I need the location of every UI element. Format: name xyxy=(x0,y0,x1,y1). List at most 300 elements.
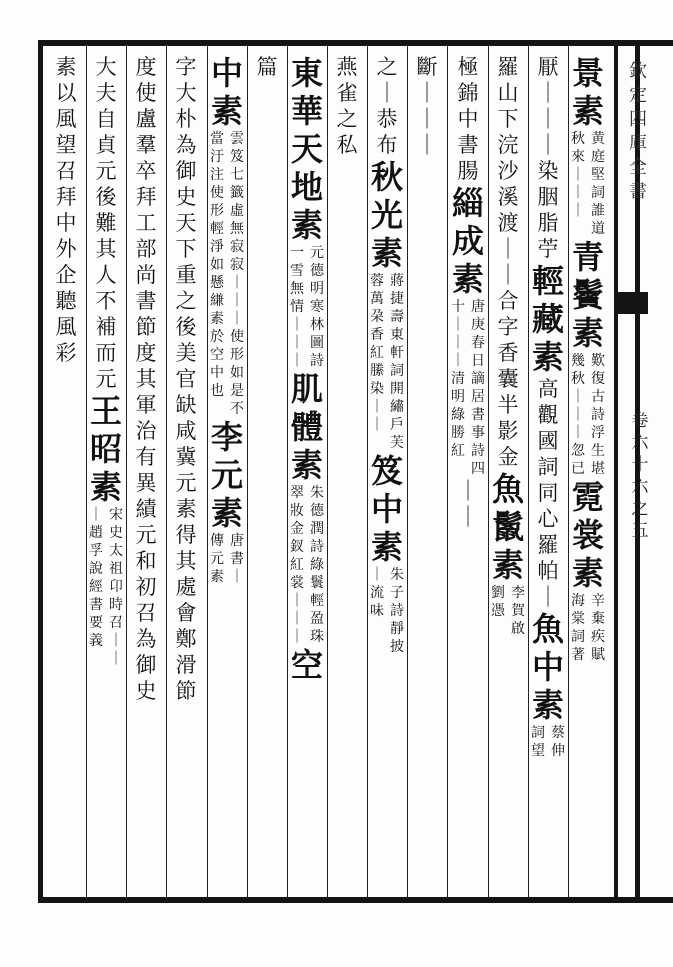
commentary-character: 唐 xyxy=(230,533,244,549)
commentary-character: 使 xyxy=(230,329,244,345)
commentary-character: 清 xyxy=(451,371,465,387)
headword xyxy=(568,554,608,592)
body-character: 篇 xyxy=(256,55,278,79)
commentary-character: ｜ xyxy=(290,317,304,333)
headword xyxy=(488,508,528,546)
headword xyxy=(528,338,568,376)
commentary-character: 情 xyxy=(290,299,304,315)
body-character: 部 xyxy=(135,237,157,261)
commentary-character: 庚 xyxy=(471,317,485,333)
body-character: 私 xyxy=(336,133,358,157)
headword xyxy=(448,260,488,298)
commentary-character: 德 xyxy=(310,503,324,519)
commentary-line xyxy=(388,566,406,656)
body-character: 書 xyxy=(135,289,157,313)
body-character: ｜ xyxy=(537,585,559,609)
commentary-character: 寂 xyxy=(230,257,244,273)
commentary-twin-column xyxy=(529,724,567,760)
text-column xyxy=(405,54,449,894)
fish-tail-mark xyxy=(618,292,648,314)
commentary-character: 勝 xyxy=(451,425,465,441)
commentary-character: 祖 xyxy=(109,561,123,577)
commentary-character: 古 xyxy=(591,389,605,405)
body-character: 御 xyxy=(175,159,197,183)
body-character: 績 xyxy=(135,497,157,521)
commentary-character: 憑 xyxy=(491,603,505,619)
commentary-character: 戶 xyxy=(390,417,404,433)
text-column xyxy=(486,54,530,894)
body-character: 其 xyxy=(95,237,117,261)
body-character: 其 xyxy=(135,367,157,391)
commentary-character: ｜ xyxy=(109,651,123,667)
commentary-character: 虛 xyxy=(230,203,244,219)
commentary-line xyxy=(107,506,125,668)
headword-character: 素 xyxy=(531,338,564,376)
body-character: ｜ xyxy=(416,133,438,157)
text-column xyxy=(245,54,289,894)
text-column xyxy=(124,54,168,894)
commentary-character: 卬 xyxy=(109,579,123,595)
commentary-character: 趙 xyxy=(89,525,103,541)
commentary-character: 劉 xyxy=(491,585,505,601)
body-character: 山 xyxy=(497,81,519,105)
headword-character: 地 xyxy=(290,168,323,206)
commentary-character: 謫 xyxy=(471,371,485,387)
commentary-character: 紅 xyxy=(370,345,384,361)
body-character: 度 xyxy=(135,55,157,79)
headword xyxy=(568,314,608,352)
headword-character: 華 xyxy=(290,92,323,130)
headword-character: 素 xyxy=(571,554,604,592)
commentary-line xyxy=(208,532,226,586)
commentary-character: 棠 xyxy=(571,611,585,627)
headword xyxy=(287,130,327,168)
body-text xyxy=(528,376,568,610)
headword-character: 素 xyxy=(531,686,564,724)
body-text xyxy=(46,54,86,366)
commentary-character: ｜ xyxy=(571,389,585,405)
headword-character: 景 xyxy=(571,54,604,92)
body-character: 金 xyxy=(497,445,519,469)
commentary-character: 中 xyxy=(210,365,224,381)
margin-character: 之 xyxy=(631,499,649,519)
headword xyxy=(488,470,528,508)
body-character: 史 xyxy=(175,185,197,209)
headword-character: 素 xyxy=(290,446,323,484)
body-character: 盧 xyxy=(135,107,157,131)
commentary-character: 一 xyxy=(290,245,304,261)
commentary-twin-column xyxy=(449,298,487,478)
commentary-character: ｜ xyxy=(451,353,465,369)
body-character: ｜ xyxy=(416,107,438,131)
commentary-line xyxy=(288,244,306,370)
headword-character: 東 xyxy=(290,54,323,92)
body-character: 高 xyxy=(537,377,559,401)
headword-character: 中 xyxy=(531,648,564,686)
headword xyxy=(287,92,327,130)
body-character: 有 xyxy=(135,445,157,469)
headword-character: 素 xyxy=(89,468,122,506)
commentary-character: 詞 xyxy=(531,725,545,741)
body-character: 書 xyxy=(457,133,479,157)
margin-divider xyxy=(614,46,618,897)
commentary-character: 唐 xyxy=(471,299,485,315)
body-text xyxy=(126,54,166,704)
text-column xyxy=(446,54,490,894)
body-character: 聽 xyxy=(55,289,77,313)
commentary-character: 時 xyxy=(109,597,123,613)
commentary-line xyxy=(509,584,527,638)
headword-character: 素 xyxy=(571,314,604,352)
commentary-character: 蔡 xyxy=(551,725,565,741)
body-character: 詞 xyxy=(537,455,559,479)
body-character: 觀 xyxy=(537,403,559,427)
headword-character: 魚 xyxy=(491,470,524,508)
body-text xyxy=(247,54,287,80)
headword xyxy=(207,418,247,456)
margin-character: 六 xyxy=(631,477,649,497)
body-character: 斷 xyxy=(416,55,438,79)
commentary-twin-column xyxy=(368,566,406,656)
headword-character: 魚 xyxy=(531,610,564,648)
headword xyxy=(207,92,247,130)
commentary-line xyxy=(87,506,105,668)
body-character: 外 xyxy=(55,237,77,261)
commentary-character: 紅 xyxy=(451,443,465,459)
headword-character: 中 xyxy=(370,490,403,528)
commentary-character: 浮 xyxy=(591,425,605,441)
commentary-character: 伸 xyxy=(551,743,565,759)
headword xyxy=(367,528,407,566)
commentary-line xyxy=(449,298,467,478)
commentary-character: 傳 xyxy=(210,533,224,549)
body-character: 咸 xyxy=(175,419,197,443)
body-character: 其 xyxy=(175,549,197,573)
margin-folio xyxy=(623,410,657,542)
commentary-character: 捷 xyxy=(390,291,404,307)
commentary-character: 味 xyxy=(370,603,384,619)
body-character: ｜ xyxy=(416,81,438,105)
commentary-character: 太 xyxy=(109,543,123,559)
body-character: 度 xyxy=(135,341,157,365)
body-character: 史 xyxy=(135,679,157,703)
commentary-character: 使 xyxy=(210,185,224,201)
commentary-character: 著 xyxy=(571,647,585,663)
headword-character: 昭 xyxy=(89,430,122,468)
body-character: 彩 xyxy=(55,341,77,365)
body-character: 之 xyxy=(336,107,358,131)
commentary-line xyxy=(308,244,326,370)
body-character: 貞 xyxy=(95,133,117,157)
commentary-character: 淨 xyxy=(210,239,224,255)
commentary-character: 疾 xyxy=(591,629,605,645)
headword-character: 中 xyxy=(210,54,243,92)
headword xyxy=(528,262,568,300)
commentary-character: 史 xyxy=(109,525,123,541)
body-character: 羅 xyxy=(497,55,519,79)
commentary-character: 四 xyxy=(471,461,485,477)
commentary-line xyxy=(569,352,587,478)
headword xyxy=(568,276,608,314)
commentary-character: 染 xyxy=(370,381,384,397)
commentary-character: 召 xyxy=(109,615,123,631)
headword-character: 素 xyxy=(370,234,403,272)
commentary-character: 辛 xyxy=(591,593,605,609)
commentary-character: 綠 xyxy=(310,557,324,573)
commentary-character: 黄 xyxy=(591,131,605,147)
commentary-character: 十 xyxy=(451,299,465,315)
commentary-character: 詩 xyxy=(591,407,605,423)
body-character: 苧 xyxy=(537,237,559,261)
body-character: 大 xyxy=(175,81,197,105)
commentary-character: 開 xyxy=(390,381,404,397)
commentary-line xyxy=(569,592,587,664)
commentary-character: 綠 xyxy=(451,407,465,423)
commentary-character: 壽 xyxy=(390,309,404,325)
margin-character: 六 xyxy=(631,433,649,453)
body-character: 朴 xyxy=(175,107,197,131)
commentary-character: 詩 xyxy=(310,353,324,369)
body-text xyxy=(367,54,407,158)
body-character: ｜ xyxy=(457,479,479,503)
headword xyxy=(367,196,407,234)
headword xyxy=(207,54,247,92)
body-character: 素 xyxy=(55,55,77,79)
body-character: 以 xyxy=(55,81,77,105)
body-character: 召 xyxy=(135,601,157,625)
headword xyxy=(568,54,608,92)
body-character: 後 xyxy=(175,315,197,339)
body-character: 卒 xyxy=(135,159,157,183)
commentary-character: 歎 xyxy=(591,353,605,369)
body-character: 沙 xyxy=(497,159,519,183)
commentary-character: 注 xyxy=(210,167,224,183)
commentary-line xyxy=(388,272,406,452)
commentary-character: 朱 xyxy=(390,567,404,583)
body-character: 夫 xyxy=(95,81,117,105)
commentary-character: 詞 xyxy=(390,363,404,379)
headword xyxy=(287,446,327,484)
commentary-twin-column xyxy=(569,592,607,664)
commentary-character: 如 xyxy=(210,257,224,273)
headword-character: 素 xyxy=(210,92,243,130)
commentary-line xyxy=(589,352,607,478)
commentary-character: 輕 xyxy=(310,593,324,609)
commentary-character: 忽 xyxy=(571,443,585,459)
commentary-character: ｜ xyxy=(290,629,304,645)
headword-character: 輕 xyxy=(531,262,564,300)
commentary-character: 紅 xyxy=(290,557,304,573)
body-character: 風 xyxy=(55,107,77,131)
commentary-character: 詩 xyxy=(310,539,324,555)
commentary-line xyxy=(569,130,587,238)
body-character: 冀 xyxy=(175,445,197,469)
body-character: 中 xyxy=(55,211,77,235)
headword-character: 緇 xyxy=(451,184,484,222)
commentary-character: ｜ xyxy=(451,317,465,333)
commentary-character: 披 xyxy=(390,639,404,655)
headword-character: 空 xyxy=(290,646,323,684)
commentary-character: 書 xyxy=(471,407,485,423)
body-character: 浣 xyxy=(497,133,519,157)
commentary-character: 元 xyxy=(310,245,324,261)
body-character: 胭 xyxy=(537,185,559,209)
body-character: 治 xyxy=(135,419,157,443)
commentary-character: 德 xyxy=(310,263,324,279)
commentary-character: ｜ xyxy=(89,507,103,523)
commentary-twin-column xyxy=(288,244,326,370)
body-character: 恭 xyxy=(376,107,398,131)
headword xyxy=(367,452,407,490)
commentary-line xyxy=(228,532,246,586)
commentary-line xyxy=(589,592,607,664)
headword xyxy=(488,546,528,584)
text-column xyxy=(526,54,570,894)
headword xyxy=(568,516,608,554)
body-character: ｜ xyxy=(537,81,559,105)
headword xyxy=(528,686,568,724)
body-character: 重 xyxy=(175,263,197,287)
margin-character: 書 xyxy=(629,181,647,202)
commentary-line xyxy=(469,298,487,478)
headword-character: 光 xyxy=(370,196,403,234)
body-character: 人 xyxy=(95,263,117,287)
body-character: 難 xyxy=(95,211,117,235)
commentary-character: 是 xyxy=(230,383,244,399)
commentary-line xyxy=(228,130,246,418)
body-character: 官 xyxy=(175,367,197,391)
headword-character: 素 xyxy=(290,206,323,244)
commentary-line xyxy=(529,724,547,760)
headword-character: 天 xyxy=(290,130,323,168)
headword xyxy=(568,92,608,130)
commentary-character: 說 xyxy=(89,561,103,577)
body-character: 影 xyxy=(497,419,519,443)
body-character: 大 xyxy=(95,55,117,79)
body-character: 會 xyxy=(175,601,197,625)
commentary-character: 籤 xyxy=(230,185,244,201)
text-column xyxy=(205,54,249,894)
headword-character: 霓 xyxy=(571,478,604,516)
body-character: 燕 xyxy=(336,55,358,79)
headword-character: 王 xyxy=(89,392,122,430)
commentary-character: 日 xyxy=(471,353,485,369)
headword-character: 鬛 xyxy=(491,508,524,546)
headword xyxy=(528,610,568,648)
body-character: 節 xyxy=(175,679,197,703)
commentary-character: ｜ xyxy=(290,593,304,609)
headword-character: 笈 xyxy=(370,452,403,490)
commentary-character: 於 xyxy=(210,329,224,345)
body-character: 異 xyxy=(135,471,157,495)
commentary-character: 棄 xyxy=(591,611,605,627)
commentary-character: 輕 xyxy=(210,221,224,237)
commentary-character: ｜ xyxy=(571,425,585,441)
body-character: 染 xyxy=(537,159,559,183)
commentary-character: ｜ xyxy=(230,275,244,291)
body-character: 元 xyxy=(95,159,117,183)
body-character: 厭 xyxy=(537,55,559,79)
body-character: 布 xyxy=(376,133,398,157)
body-character: 後 xyxy=(95,185,117,209)
commentary-line xyxy=(549,724,567,760)
headword xyxy=(287,408,327,446)
body-character: 使 xyxy=(135,81,157,105)
headword xyxy=(207,456,247,494)
margin-character: 四 xyxy=(629,109,647,130)
commentary-character: 翠 xyxy=(290,485,304,501)
headword-character: 藏 xyxy=(531,300,564,338)
commentary-character: ｜ xyxy=(370,399,384,415)
body-character: 工 xyxy=(135,211,157,235)
body-character: 軍 xyxy=(135,393,157,417)
body-character: 處 xyxy=(175,575,197,599)
headword xyxy=(568,238,608,276)
commentary-character: 詞 xyxy=(571,629,585,645)
commentary-line xyxy=(589,130,607,238)
commentary-character: ｜ xyxy=(230,293,244,309)
text-column xyxy=(44,54,88,894)
body-character: 帕 xyxy=(537,559,559,583)
commentary-character: 要 xyxy=(89,615,103,631)
commentary-character: 也 xyxy=(210,383,224,399)
body-text xyxy=(448,54,488,184)
body-character: 元 xyxy=(175,471,197,495)
body-character: 滑 xyxy=(175,653,197,677)
commentary-character: 軒 xyxy=(390,345,404,361)
headword xyxy=(528,648,568,686)
body-character: 合 xyxy=(497,289,519,313)
commentary-character: 秋 xyxy=(571,131,585,147)
body-character: 節 xyxy=(135,315,157,339)
headword xyxy=(367,158,407,196)
body-character: 半 xyxy=(497,393,519,417)
body-character: 囊 xyxy=(497,367,519,391)
commentary-character: 書 xyxy=(89,597,103,613)
body-character: ｜ xyxy=(497,263,519,287)
commentary-character: 縢 xyxy=(370,363,384,379)
body-character: 中 xyxy=(457,107,479,131)
commentary-character: 子 xyxy=(390,585,404,601)
commentary-character: ｜ xyxy=(109,633,123,649)
body-text xyxy=(327,54,367,158)
body-character: ｜ xyxy=(457,505,479,529)
body-character: 不 xyxy=(95,289,117,313)
body-character: 心 xyxy=(537,507,559,531)
headword xyxy=(287,168,327,206)
commentary-character: ｜ xyxy=(290,353,304,369)
commentary-character: 林 xyxy=(310,317,324,333)
text-column xyxy=(566,54,610,894)
commentary-character: 賦 xyxy=(591,647,605,663)
body-character: 鄭 xyxy=(175,627,197,651)
commentary-character: 如 xyxy=(230,365,244,381)
body-character: 和 xyxy=(135,549,157,573)
commentary-character: 李 xyxy=(511,585,525,601)
commentary-character: 形 xyxy=(230,347,244,363)
commentary-character: ｜ xyxy=(370,567,384,583)
commentary-character: 蓉 xyxy=(370,273,384,289)
headword xyxy=(86,430,126,468)
body-character: 望 xyxy=(55,133,77,157)
headword xyxy=(367,234,407,272)
commentary-character: 鬟 xyxy=(310,575,324,591)
commentary-character: 朱 xyxy=(310,485,324,501)
body-character: 字 xyxy=(175,55,197,79)
headword xyxy=(448,184,488,222)
commentary-character: ｜ xyxy=(290,335,304,351)
body-character: 脂 xyxy=(537,211,559,235)
